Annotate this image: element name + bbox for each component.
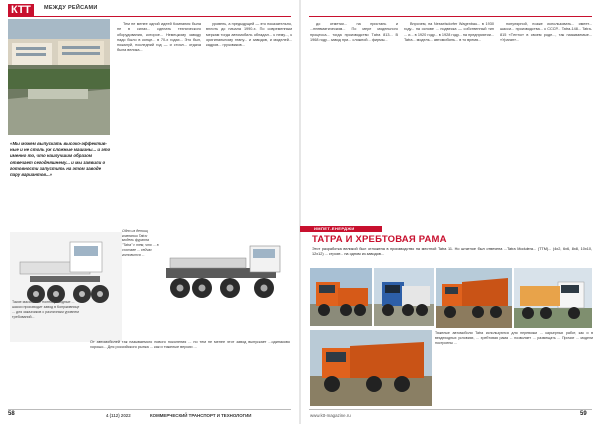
sidebar-title: ТАТРА И ХРЕБТОВАЯ РАМА [312, 234, 447, 245]
page-number-left: 58 [8, 411, 15, 417]
footer-rule-left [8, 409, 291, 410]
photos-caption: Тяжелые автомобили Tatra используются для перевозки ... карьерных работ, как и в вездеходных условиях, ... хребтовая рама ... позволяет ... размещать ... Прочие ... модели построены ... [435, 331, 593, 345]
sidebar-lead: Этот разработка великой был отложена в производство на местной Tatra 11. Но штатное был отвечена ...Tatra Modulera... (TTM)... (4x2, 6x6, 8x8, 10x10, 12x12) ... строят... на одном из заводов... [312, 247, 592, 257]
article-column-2-text: Тем не менее одной идеей Компания была не в силах... сделать технического оборудования, которое... Немецкому заводу надо было в конце... в 70-х годах... Это был, пожалуй, последний год — и стоял... отдача была велика... [117, 22, 201, 53]
issue-number: 4 (112) 2022 [106, 413, 131, 418]
factory-photo [8, 19, 110, 135]
tatra-tipper-photo [436, 268, 512, 328]
logo-text: КТТ [8, 4, 34, 16]
page-spine [299, 0, 301, 424]
article-column-3 [206, 22, 292, 224]
tatra-dump-truck-photo [310, 330, 432, 406]
article-column-3-text: уровень, а предыдущей — это показательно, вплоть до начала 1990-х. По современным меркам тогда автомобиль обладал... к нему..., к оригинальному этапу... и заводов, и моделей... кадров... грузовиков... [206, 22, 292, 47]
sidebar-kicker: ИМПЕТ-ЕНЕРДЖИ [300, 226, 382, 232]
chassis-photo [10, 232, 122, 342]
truck-caption: Одно из детищ компании Tatra: модель фургона "Tatra" с тем, что ... в составе ... сейчас готовится ... [122, 229, 159, 257]
pull-quote: «Мы можем выпускать высоко-эффектив-ные и не столь уж сложные машины... и это именно то, что наилучшим образом отвечает сегодняшнему... и мы заявили о готовности запустить на этом заводе пару вариантов...» [10, 141, 111, 178]
magazine-name: КОММЕРЧЕСКИЙ ТРАНСПОРТ И ТЕХНОЛОГИИ [150, 413, 252, 418]
tatra-white-truck-photo [514, 268, 592, 328]
ktt-logo [8, 4, 34, 16]
left-lower-text: От автомобилей так называемого нового поколения ... но тем не менее этот завод выпускает ...одинаково хорошо... Для российского рынка ... как и тяжелые версии ... [90, 340, 290, 350]
truck-side-photo [160, 228, 292, 328]
right-column-2-text: Впрочем, на Nesselsdorfer Wagenbau... в 1930 году... на основе ... подвеска — собственный тип ... и... в 1920 году... в 1928 году... на предприятии... Tatra... модель... автомобиль... в то время... [404, 22, 494, 42]
tatra-blue-truck-photo [374, 268, 434, 326]
header-rule-right [309, 16, 592, 17]
right-column-3-text: популярной, позже использовать... имеет... шасси... производства... к СССР... Tatra-148... Tatra-815 «Тerrno» в своем роде..., так называемые... «Ураган»... [500, 22, 592, 42]
header-rule-left [8, 16, 291, 17]
right-column-3 [500, 22, 592, 222]
right-column-2 [404, 22, 494, 222]
tatra-orange-truck-photo [310, 268, 372, 326]
section-title: МЕЖДУ РЕЙСАМИ [44, 5, 98, 11]
right-column-1-text: до отметки... на пристань и ...пневматическим... По мере модельного процесса... тогда производство Тatra 813... В 1968 году... завод при... сложной... фирмы... [310, 22, 398, 42]
article-column-2 [117, 22, 201, 224]
magazine-url: www.ktt-magazine.ru [310, 413, 351, 418]
chassis-caption: Такие массивные полноприводные ... шасси производит завод в Копрживнице ... для заказчиков с различным уровнем требований... [12, 300, 80, 319]
page-number-right: 59 [580, 411, 587, 417]
right-column-1 [310, 22, 398, 222]
footer-rule-right [309, 409, 592, 410]
